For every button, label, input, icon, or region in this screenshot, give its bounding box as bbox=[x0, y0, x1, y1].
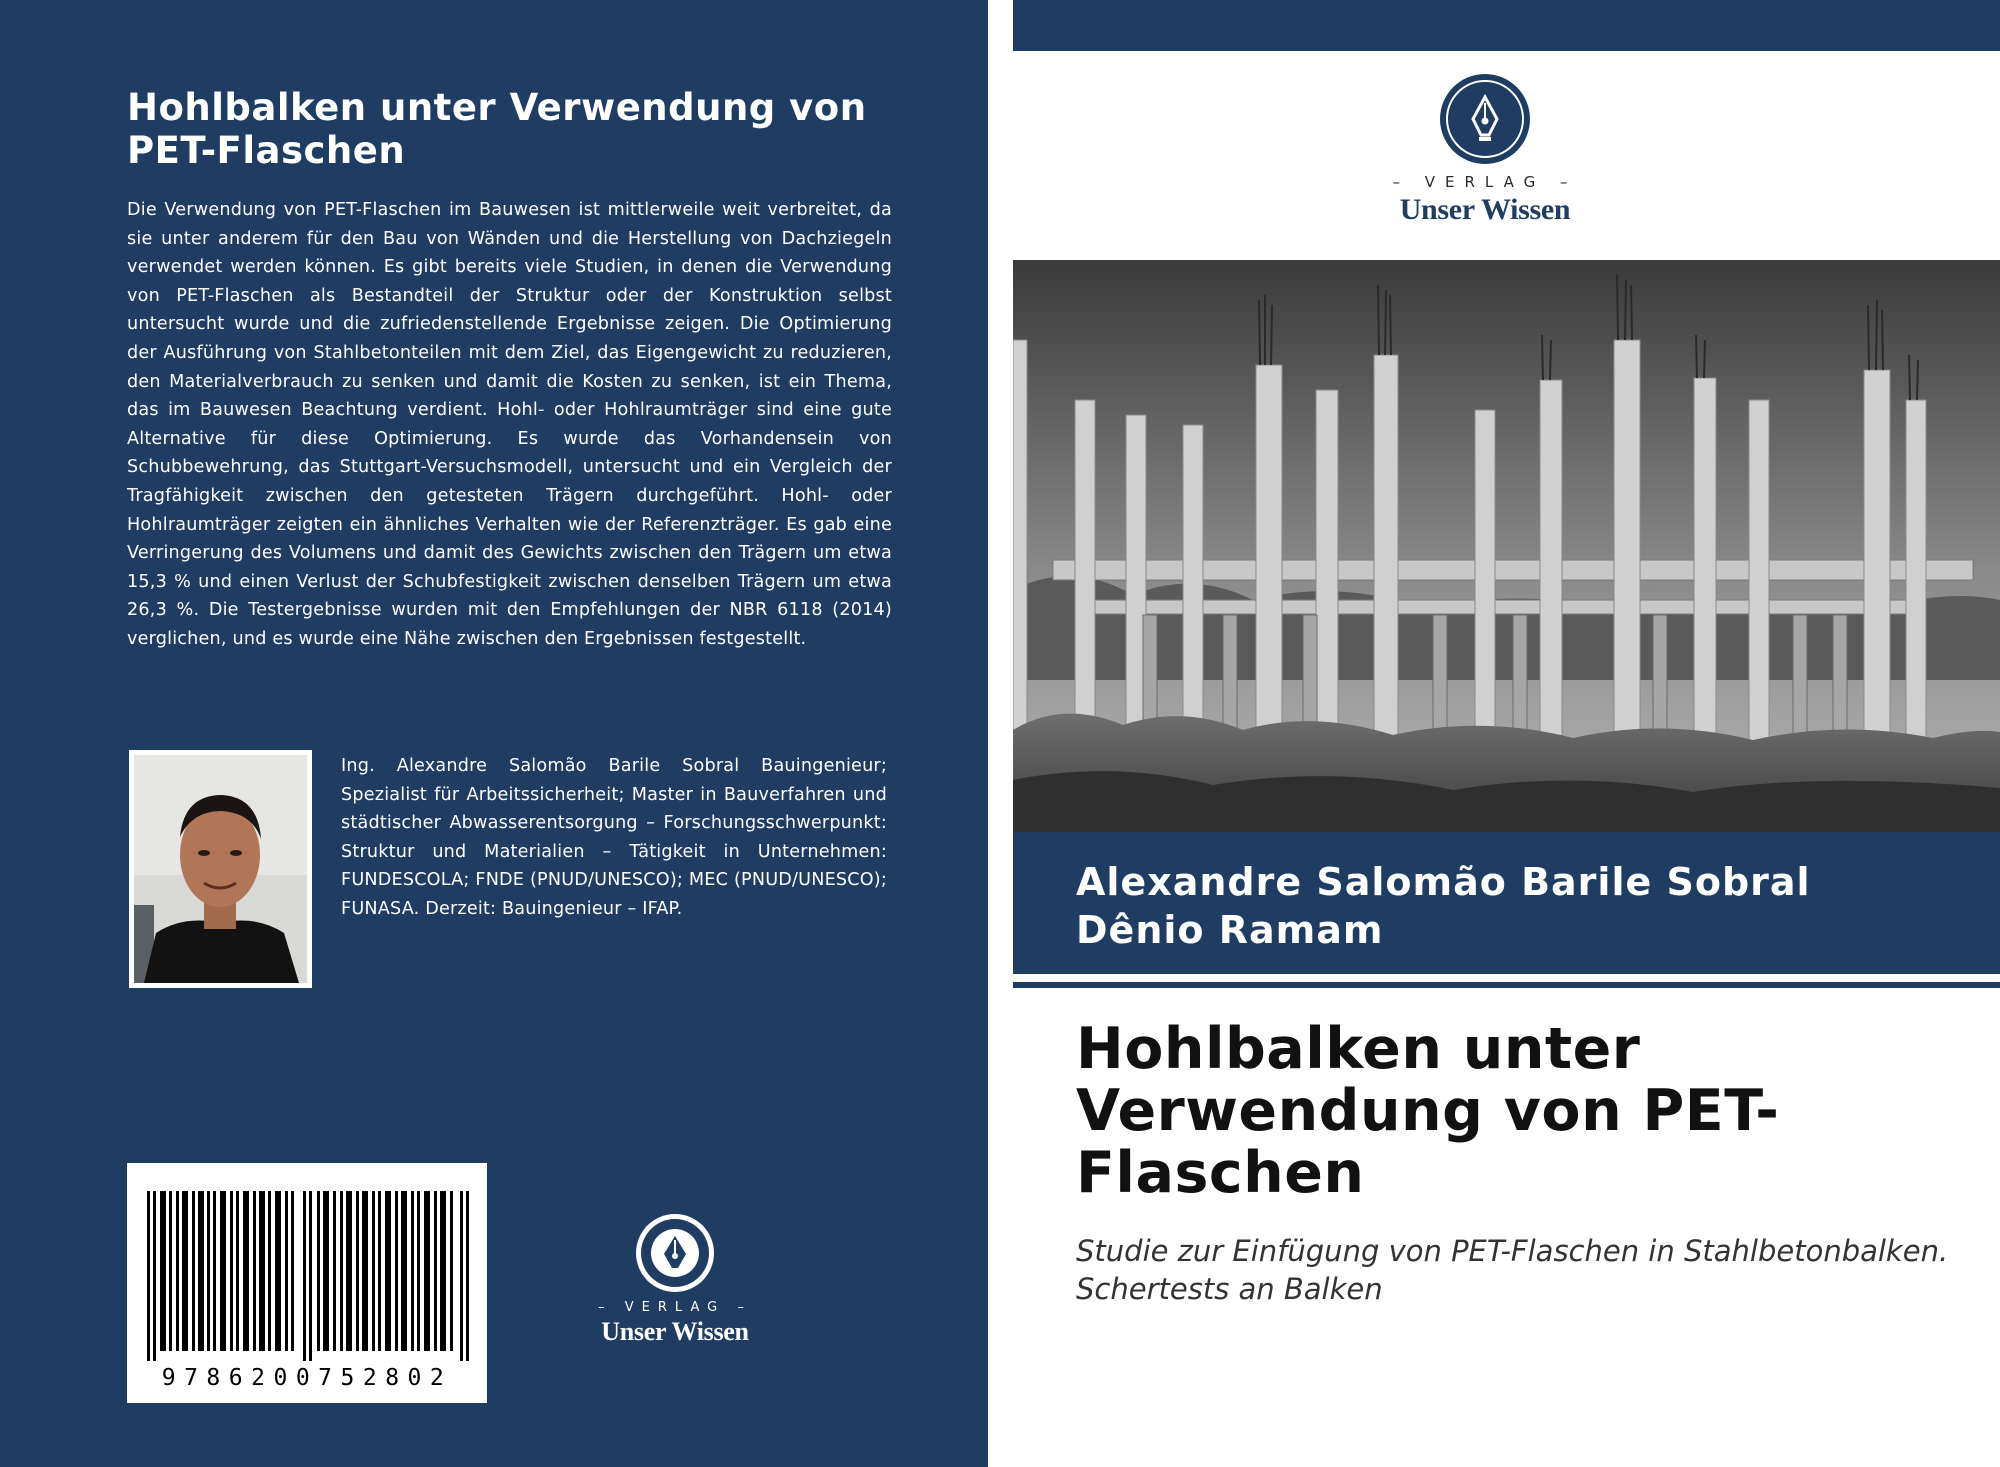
cover-photo bbox=[1013, 260, 2000, 832]
author-portrait bbox=[129, 750, 312, 988]
back-cover bbox=[0, 0, 988, 1467]
spine-gap bbox=[988, 0, 1013, 1467]
author-biography: Ing. Alexandre Salomão Barile Sobral Bauingenieur; Spezialist für Arbeitssicherheit; Master in Bauverfahren und städtischer Abwasserentsorgung – Forschungsschwerpunkt: Struktur und Materialien – Tätigkeit in Unternehmen: FUNDESCOLA; FNDE (PNUD/UNESCO); MEC (PNUD/UNESCO); FUNASA. Derzeit: Bauingenieur – IFAP. bbox=[341, 756, 887, 919]
book-blurb: Die Verwendung von PET-Flaschen im Bauwesen ist mittlerweile weit verbreitet, da sie unter anderem für den Bau von Wänden und die Herstellung von Dachziegeln verwendet werden können. Es gibt bereits viele Studien, in denen die Verwendung von PET-Flaschen als Bestandteil der Struktur oder der Konstruktion selbst untersucht wurde und die zufriedenstellende Ergebnisse zeigen. Die Optimierung der Ausführung von Stahlbetonteilen mit dem Ziel, das Eigengewicht zu reduzieren, den Materialverbrauch zu senken und damit die Kosten zu senken, ist ein Thema, das im Bauwesen Beachtung verdient. Hohl- oder Hohlraumträger sind eine gute Alternative für diese Optimierung. Es wurde das Vorhandensein von Schubbewehrung, das Stuttgart-Versuchsmodell, untersucht und ein Vergleich der Tragfähigkeit zwischen den getesteten Trägern durchgeführt. Hohl- oder Hohlraumträger zeigten ein ähnliches Verhalten wie der Referenzträger. Es gab eine Verringerung des Volumens und damit des Gewichts zwischen den Trägern um etwa 15,3 % und einen Verlust der Schubfestigkeit zwischen denselben Trägern um etwa 26,3 %. Die Testergebnisse wurden mit den Empfehlungen der NBR 6118 (2014) verglichen, und es wurde eine Nähe zwischen den Ergebnissen festgestellt. bbox=[127, 200, 892, 649]
author-band bbox=[1013, 832, 2000, 974]
concrete-columns-photo bbox=[1013, 260, 2000, 832]
book-subtitle: Studie zur Einfügung von PET-Flaschen in Stahlbetonbalken. Schertests an Balken bbox=[1076, 1234, 1949, 1306]
top-color-bar bbox=[1013, 0, 2000, 51]
isbn-barcode bbox=[127, 1163, 487, 1403]
divider-line bbox=[1013, 982, 2000, 988]
front-cover bbox=[1013, 0, 2000, 1467]
fountain-pen-nib-logo-icon bbox=[1439, 73, 1531, 165]
publisher-name: Unser Wissen bbox=[601, 1317, 749, 1346]
fountain-pen-nib-logo-icon bbox=[634, 1212, 716, 1294]
author-portrait-image bbox=[134, 755, 307, 983]
publisher-name: Unser Wissen bbox=[1399, 193, 1571, 226]
publisher-verlag-label: – VERLAG – bbox=[598, 1300, 752, 1315]
book-title: Hohlbalken unter Verwendung von PET-Flaschen bbox=[1076, 1016, 1780, 1206]
author-name-1: Alexandre Salomão Barile Sobral bbox=[1076, 860, 1811, 904]
publisher-verlag-label: – VERLAG – bbox=[1392, 173, 1578, 191]
back-cover-title: Hohlbalken unter Verwendung von PET-Flaschen bbox=[127, 86, 867, 172]
author-name-2: Dênio Ramam bbox=[1076, 908, 1384, 952]
publisher-logo-back bbox=[560, 1212, 790, 1347]
publisher-logo-front bbox=[1365, 73, 1605, 227]
isbn-number: 9786200752802 bbox=[161, 1365, 453, 1391]
barcode-icon bbox=[147, 1191, 469, 1361]
